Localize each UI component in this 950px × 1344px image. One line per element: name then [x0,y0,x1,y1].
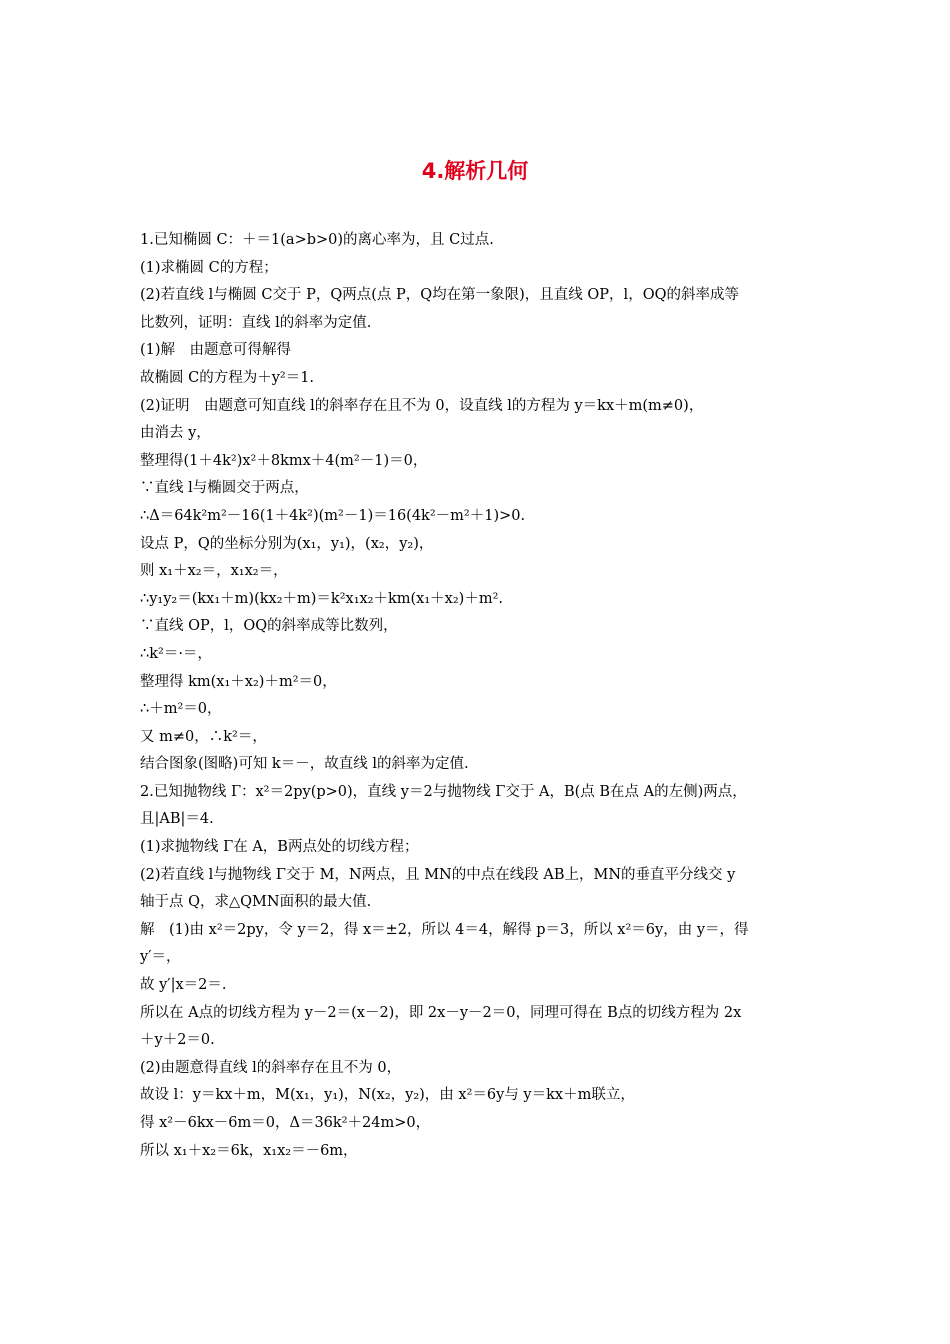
text-line: 2.已知抛物线 Γ：x²＝2py(p>0)，直线 y＝2与抛物线 Γ交于 A，B(点 B在点 A的左侧)两点， [140,783,747,800]
text-line: 则 x₁＋x₂＝，x₁x₂＝， [140,563,288,580]
text-line: (1)求抛物线 Γ在 A，B两点处的切线方程； [140,839,419,856]
text-line: 所以在 A点的切线方程为 y－2＝(x－2)，即 2x－y－2＝0，同理可得在 B点的切线方程为 2x [140,1004,742,1021]
text-line: ∴＋m²＝0， [140,701,222,718]
text-line: (2)若直线 l与椭圆 C交于 P，Q两点(点 P，Q均在第一象限)，且直线 OP，l，OQ的斜率成等 [140,287,739,304]
text-line: 且|AB|＝4. [140,811,214,828]
text-line: 结合图象(图略)可知 k＝－，故直线 l的斜率为定值. [140,756,469,773]
text-line: 解 (1)由 x²＝2py，令 y＝2，得 x＝±2，所以 4＝4，解得 p＝3，所以 x²＝6y，由 y＝，得 [140,921,749,938]
text-line: 1.已知椭圆 C：＋＝1(a>b>0)的离心率为，且 C过点. [140,232,494,248]
text-line: 整理得 km(x₁＋x₂)＋m²＝0， [140,673,337,690]
text-line: ∵直线 OP，l，OQ的斜率成等比数列， [140,618,398,635]
text-line: (1)解 由题意可得解得 [140,342,292,359]
text-line: ∵直线 l与椭圆交于两点， [140,480,309,497]
document-body [140,227,820,1165]
text-line: (1)求椭圆 C的方程； [140,259,278,276]
text-line: ∴k²＝·＝， [140,645,212,662]
text-line: 所以 x₁＋x₂＝6k，x₁x₂＝－6m， [140,1142,358,1159]
text-line: 整理得(1＋4k²)x²＋8kmx＋4(m²－1)＝0， [140,452,428,469]
text-line: 比数列，证明：直线 l的斜率为定值. [140,314,372,331]
text-line: 又 m≠0，∴k²＝， [140,728,267,745]
page-title: 4.解析几何 [421,159,529,183]
text-line: 故椭圆 C的方程为＋y²＝1. [140,369,315,386]
text-line: 故 y′|x＝2＝. [140,977,227,994]
text-line: (2)证明 由题意可知直线 l的斜率存在且不为 0，设直线 l的方程为 y＝kx＋m(m≠0)， [140,397,704,414]
text-line: 故设 l：y＝kx＋m，M(x₁，y₁)，N(x₂，y₂)，由 x²＝6y与 y＝kx＋m联立， [140,1087,635,1104]
text-line: ∴y₁y₂＝(kx₁＋m)(kx₂＋m)＝k²x₁x₂＋km(x₁＋x₂)＋m². [140,590,503,607]
text-line: (2)若直线 l与抛物线 Γ交于 M，N两点，且 MN的中点在线段 AB上，MN的垂直平分线交 y [140,866,736,883]
text-line: 设点 P，Q的坐标分别为(x₁，y₁)，(x₂，y₂)， [140,535,434,552]
text-line: (2)由题意得直线 l的斜率存在且不为 0， [140,1059,402,1076]
text-line: ＋y＋2＝0. [140,1032,215,1049]
text-line: 轴于点 Q，求△QMN面积的最大值. [140,894,372,911]
text-line: 由消去 y， [140,425,211,442]
text-line: ∴Δ＝64k²m²－16(1＋4k²)(m²－1)＝16(4k²－m²＋1)>0. [140,507,526,524]
text-line: y′＝， [140,949,181,966]
text-line: 得 x²－6kx－6m＝0，Δ＝36k²＋24m>0， [140,1115,431,1131]
